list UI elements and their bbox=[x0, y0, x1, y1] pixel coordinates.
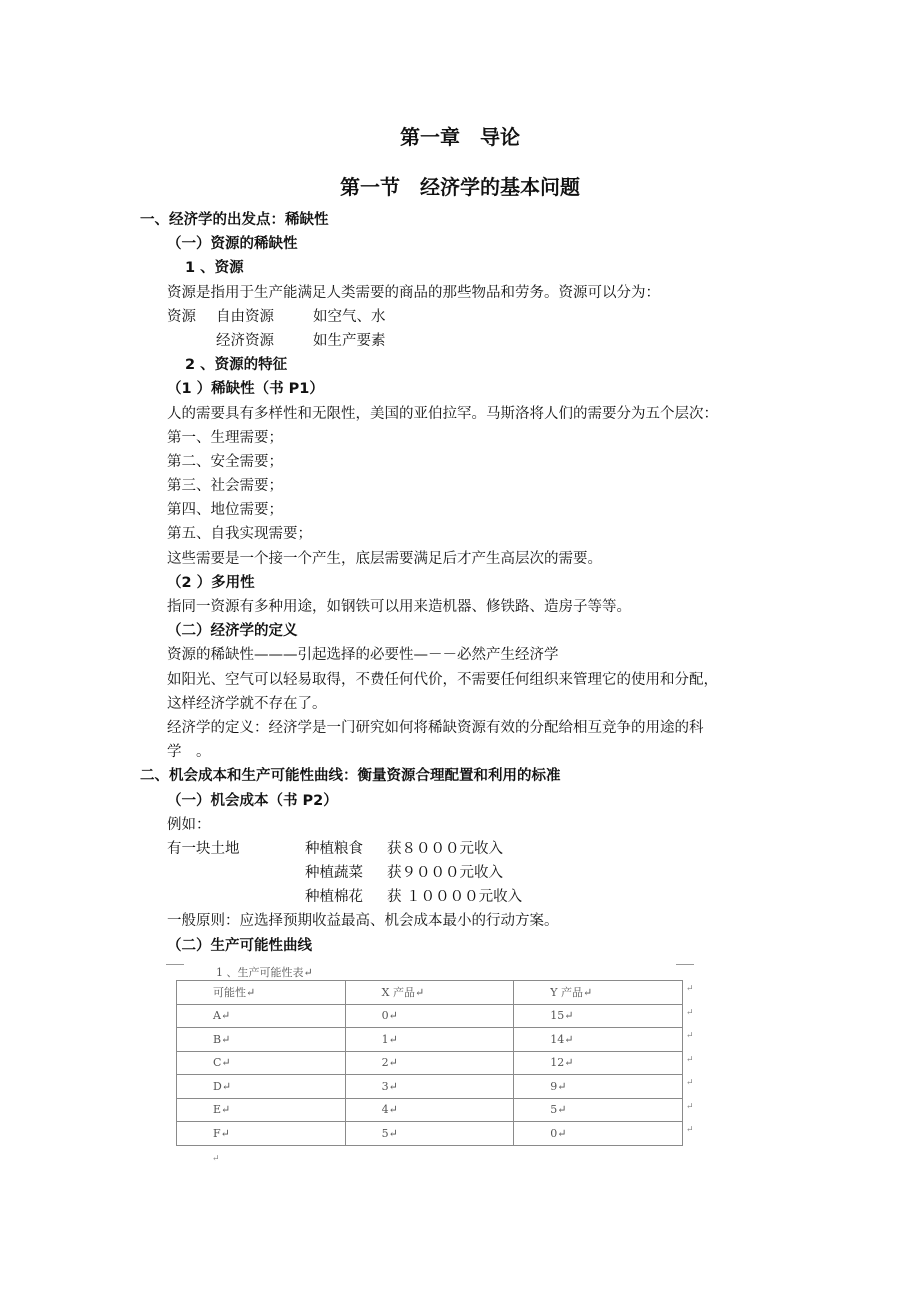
table-row bbox=[177, 1098, 683, 1122]
header-cell: Y 产品↵ bbox=[514, 981, 683, 1005]
table-cell: B↵ bbox=[177, 1028, 346, 1052]
need-item: 第二、安全需要； bbox=[167, 453, 283, 470]
paragraph: 一般原则：应选择预期收益最高、机会成本最小的行动方案。 bbox=[167, 913, 559, 930]
table-cell: D↵ bbox=[177, 1075, 346, 1099]
crop-label: 种植棉花 bbox=[305, 889, 363, 906]
table-row bbox=[177, 1004, 683, 1028]
crop-label: 种植粮食 bbox=[305, 840, 363, 857]
paragraph: 这些需要是一个接一个产生，底层需要满足后才产生高层次的需要。 bbox=[167, 550, 602, 567]
paragraph: 如阳光、空气可以轻易取得，不费任何代价，不需要任何组织来管理它的使用和分配， bbox=[167, 671, 718, 688]
table-header-row bbox=[177, 981, 683, 1005]
row-end-mark: ↵ bbox=[686, 1125, 694, 1135]
table-cell: F↵ bbox=[177, 1122, 346, 1146]
margin-corner bbox=[166, 958, 184, 965]
document-body bbox=[0, 208, 920, 958]
header-cell: 可能性↵ bbox=[177, 981, 346, 1005]
crop-row bbox=[0, 861, 920, 885]
income-label: 获８０００元收入 bbox=[387, 840, 503, 857]
row-end-mark: ↵ bbox=[686, 1007, 694, 1018]
table-cell: 3↵ bbox=[345, 1075, 514, 1099]
heading-multi-use: （2 ）多用性 bbox=[167, 574, 255, 591]
heading-1: 一、经济学的出发点：稀缺性 bbox=[140, 212, 329, 228]
table-cell: 1↵ bbox=[345, 1028, 514, 1052]
crop-label: 种植蔬菜 bbox=[305, 865, 363, 882]
margin-corner bbox=[676, 958, 694, 965]
free-resource-example: 如空气、水 bbox=[313, 308, 386, 325]
embedded-table-image bbox=[176, 958, 696, 1173]
production-possibility-table bbox=[176, 980, 683, 1146]
table-cell: 0↵ bbox=[345, 1004, 514, 1028]
row-end-mark: ↵ bbox=[686, 1101, 694, 1112]
heading-1-1-1: 1 、资源 bbox=[185, 260, 244, 277]
table-cell: 5↵ bbox=[514, 1098, 683, 1122]
section-title: 第一节 经济学的基本问题 bbox=[340, 175, 580, 199]
row-end-mark: ↵ bbox=[686, 984, 694, 994]
heading-1-2: （二）经济学的定义 bbox=[167, 623, 298, 640]
table-cell: A↵ bbox=[177, 1004, 346, 1028]
table-caption: 1 、生产可能性表↵ bbox=[216, 966, 313, 979]
row-end-mark: ↵ bbox=[686, 1031, 694, 1041]
crop-row bbox=[0, 885, 920, 909]
table-row bbox=[177, 1028, 683, 1052]
table-cell: C↵ bbox=[177, 1051, 346, 1075]
table-cell: 15↵ bbox=[514, 1004, 683, 1028]
heading-2-2: （二）生产可能性曲线 bbox=[167, 937, 312, 954]
income-label: 获 １００００元收入 bbox=[387, 889, 523, 906]
heading-scarcity: （1 ）稀缺性（书 P1） bbox=[167, 381, 324, 398]
resource-row-free bbox=[0, 305, 920, 329]
table-cell: 5↵ bbox=[345, 1122, 514, 1146]
economic-resource: 经济资源 bbox=[216, 332, 274, 349]
table-cell: 2↵ bbox=[345, 1051, 514, 1075]
table-cell: 9↵ bbox=[514, 1075, 683, 1099]
header-cell: X 产品↵ bbox=[345, 981, 514, 1005]
paragraph-mark: ↵ bbox=[212, 1154, 220, 1164]
paragraph: 这样经济学就不存在了。 bbox=[167, 695, 327, 712]
heading-1-1-2: 2 、资源的特征 bbox=[185, 357, 288, 374]
need-item: 第一、生理需要； bbox=[167, 429, 283, 446]
paragraph: 经济学的定义：经济学是一门研究如何将稀缺资源有效的分配给相互竞争的用途的科 bbox=[167, 719, 704, 736]
resource-label: 资源 bbox=[167, 308, 196, 325]
table-cell: 14↵ bbox=[514, 1028, 683, 1052]
income-label: 获９０００元收入 bbox=[387, 865, 503, 882]
row-end-mark: ↵ bbox=[686, 1078, 694, 1088]
table-cell: 0↵ bbox=[514, 1122, 683, 1146]
chapter-title: 第一章 导论 bbox=[400, 125, 520, 149]
paragraph: 资源是指用于生产能满足人类需要的商品的那些物品和劳务。资源可以分为： bbox=[167, 284, 660, 301]
need-item: 第五、自我实现需要； bbox=[167, 526, 312, 543]
table-row bbox=[177, 1051, 683, 1075]
land-label: 有一块土地 bbox=[167, 840, 240, 857]
crop-row bbox=[0, 837, 920, 861]
paragraph: 学 。 bbox=[167, 744, 211, 761]
need-item: 第四、地位需要； bbox=[167, 502, 283, 519]
table-cell: 12↵ bbox=[514, 1051, 683, 1075]
table-row bbox=[177, 1075, 683, 1099]
economic-resource-example: 如生产要素 bbox=[313, 332, 386, 349]
row-end-mark: ↵ bbox=[686, 1054, 694, 1065]
heading-2: 二、机会成本和生产可能性曲线：衡量资源合理配置和利用的标准 bbox=[140, 768, 561, 785]
heading-1-1: （一）资源的稀缺性 bbox=[167, 236, 298, 253]
paragraph: 资源的稀缺性———引起选择的必要性—－－必然产生经济学 bbox=[167, 647, 559, 664]
table-cell: E↵ bbox=[177, 1098, 346, 1122]
paragraph: 指同一资源有多种用途，如钢铁可以用来造机器、修铁路、造房子等等。 bbox=[167, 599, 631, 615]
table-row bbox=[177, 1122, 683, 1146]
need-item: 第三、社会需要； bbox=[167, 478, 283, 495]
resource-row-economic bbox=[0, 329, 920, 353]
table-cell: 4↵ bbox=[345, 1098, 514, 1122]
free-resource: 自由资源 bbox=[216, 308, 274, 325]
paragraph: 人的需要具有多样性和无限性，美国的亚伯拉罕。马斯洛将人们的需要分为五个层次： bbox=[167, 405, 718, 422]
paragraph: 例如： bbox=[167, 816, 211, 833]
heading-2-1: （一）机会成本（书 P2） bbox=[167, 792, 338, 809]
